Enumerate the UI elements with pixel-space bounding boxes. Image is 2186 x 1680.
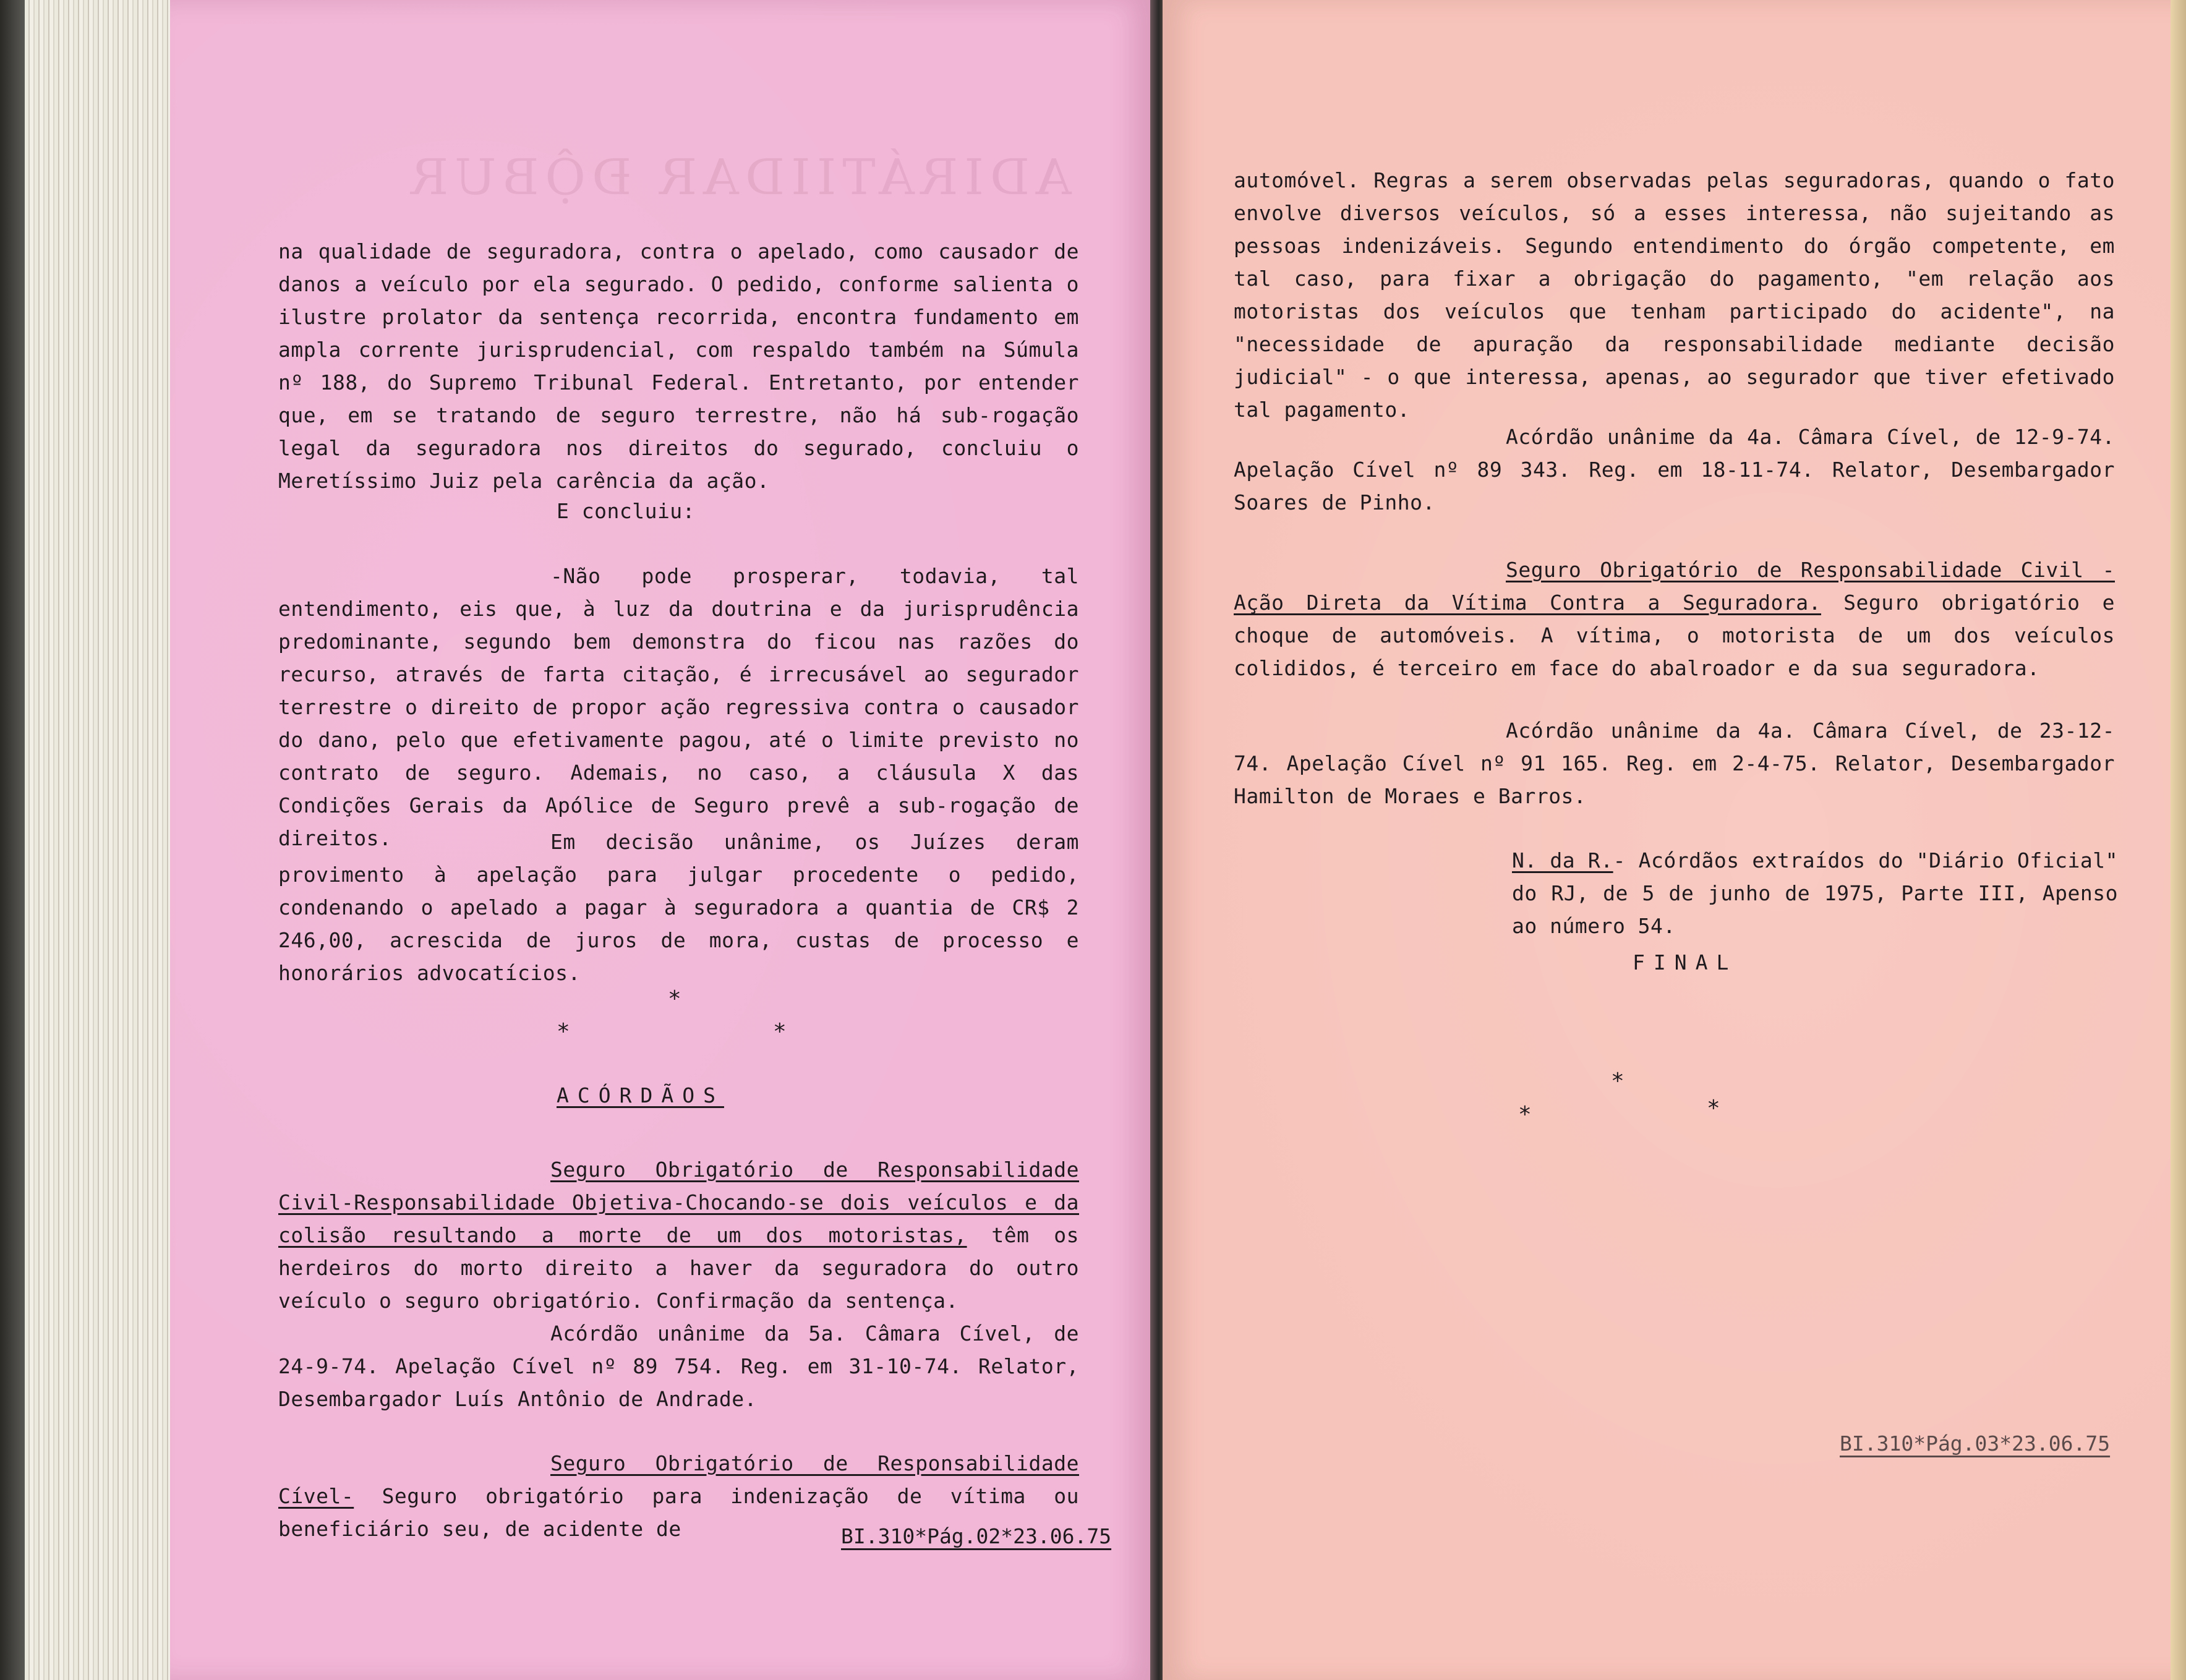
bleed-through-heading: ADIRÁTIIDAR ĐỘBUR [405, 148, 1072, 206]
item-1-body: têm os herdeiros do morto direito a haver da seguradora do outro veículo o seguro obrigatório. Confirmação da sentença. [278, 1223, 1079, 1313]
quote-paragraph [278, 560, 1079, 855]
editor-note [1512, 844, 2118, 942]
continuation-text: automóvel. Regras a serem observadas pelas seguradoras, quando o fato envolve diversos veículos, só a esses interessa, não sujeitando as pessoas indenizáveis. Segundo entendimento do órgão competente, em tal caso, para fixar a obrigação do pagamento, "em relação aos motoristas dos veículos que tenham participado do acidente", na "necessidade de apuração da responsabilidade mediante decisão judicial" - o que interessa, apenas, ao segurador que tiver efetivado tal pagamento. [1234, 168, 2115, 422]
concluiu-text: E concluiu: [557, 499, 696, 523]
citation-text: Acórdão unânime da 4a. Câmara Cível, de 12-9-74. Apelação Cível nº 89 343. Reg. em 18-11-74. Relator, Desembargador Soares de Pinho. [1234, 425, 2115, 514]
asterisk-right: * [1707, 1096, 1720, 1121]
concluiu-line [557, 495, 866, 527]
right-citation-1 [1234, 420, 2115, 519]
book-page-stack-edge [0, 0, 179, 1680]
page-footer-left: BI.310*Pág.02*23.06.75 [841, 1524, 1112, 1548]
item-1-title: Seguro Obrigatório de Responsabilidade Civil-Responsabilidade Objetiva-Chocando-se dois veículos e da colisão resultando a morte de um dos motoristas, [278, 1158, 1079, 1247]
asterisk-top: * [1611, 1068, 1625, 1094]
right-citation-2 [1234, 714, 2115, 812]
page-footer-right: BI.310*Pág.03*23.06.75 [1840, 1431, 2111, 1456]
asterisk-top: * [668, 986, 681, 1012]
asterisk-left: * [557, 1019, 570, 1044]
editor-note-text: - Acórdãos extraídos do "Diário Oficial" do RJ, de 5 de junho de 1975, Parte III, Apenso ao número 54. [1512, 848, 2118, 938]
decision-text: Em decisão unânime, os Juízes deram provimento à apelação para julgar procedente o pedido, condenando o apelado a pagar à seguradora a quantia de CR$ 2 246,00, acrescida de juros de mora, custas de processo e honorários advocatícios. [278, 830, 1079, 985]
citation-text: Acórdão unânime da 4a. Câmara Cível, de 23-12-74. Apelação Cível nº 91 165. Reg. em 2-4-75. Relator, Desembargador Hamilton de Moraes e Barros. [1234, 718, 2115, 808]
right-page-edge [2171, 0, 2186, 1680]
quote-text: -Não pode prosperar, todavia, tal entendimento, eis que, à luz da doutrina e da jurisprudência predominante, segundo bem demonstra do ficou nas razões do recurso, através de farta citação, é irrecusável ao segurador terrestre o direito de propor ação regressiva contra o causador do dano, pelo que efetivamente pagou, até o limite previsto no contrato de seguro. Ademais, no caso, a cláusula X das Condições Gerais da Apólice de Seguro prevê a sub-rogação de direitos. [278, 564, 1079, 850]
paragraph-text: na qualidade de seguradora, contra o apelado, como causador de danos a veículo por ela segurado. O pedido, conforme salienta o ilustre prolator da sentença recorrida, encontra fundamento em ampla corrente jurisprudencial, com respaldo também na Súmula nº 188, do Supremo Tribunal Federal. Entretanto, por entender que, em se tratando de seguro terrestre, não há sub-rogação legal da seguradora nos direitos do segurado, concluiu o Meretíssimo Juiz pela carência da ação. [278, 239, 1079, 493]
item-2-body: Seguro obrigatório para indenização de vítima ou beneficiário seu, de acidente de [278, 1484, 1079, 1541]
right-page [1163, 0, 2186, 1680]
acordao-item-3 [1234, 553, 2115, 684]
asterisk-left: * [1518, 1102, 1532, 1127]
item-3-title: Seguro Obrigatório de Responsabilidade Civil - Ação Direta da Vítima Contra a Seguradora. [1234, 558, 2115, 615]
acordao-item-1-citation [278, 1317, 1079, 1415]
item-2-title: Seguro Obrigatório de Responsabilidade Cível- [278, 1451, 1079, 1508]
acordao-item-1 [278, 1153, 1079, 1317]
item-3-body: Seguro obrigatório e choque de automóveis. A vítima, o motorista de um dos veículos colididos, é terceiro em face do abalroador e da sua seguradora. [1234, 591, 2115, 680]
left-page [170, 0, 1152, 1680]
final-label: FINAL [1633, 950, 1738, 974]
asterisk-right: * [773, 1019, 787, 1044]
acordaos-heading: ACÓRDÃOS [557, 1083, 724, 1107]
citation-text: Acórdão unânime da 5a. Câmara Cível, de 24-9-74. Apelação Cível nº 89 754. Reg. em 31-10-74. Relator, Desembargador Luís Antônio de Andrade. [278, 1321, 1079, 1411]
left-paragraph-1 [278, 235, 1079, 497]
decision-paragraph [278, 825, 1079, 989]
editor-note-label: N. da R. [1512, 848, 1613, 872]
continuation-paragraph [1234, 164, 2115, 426]
